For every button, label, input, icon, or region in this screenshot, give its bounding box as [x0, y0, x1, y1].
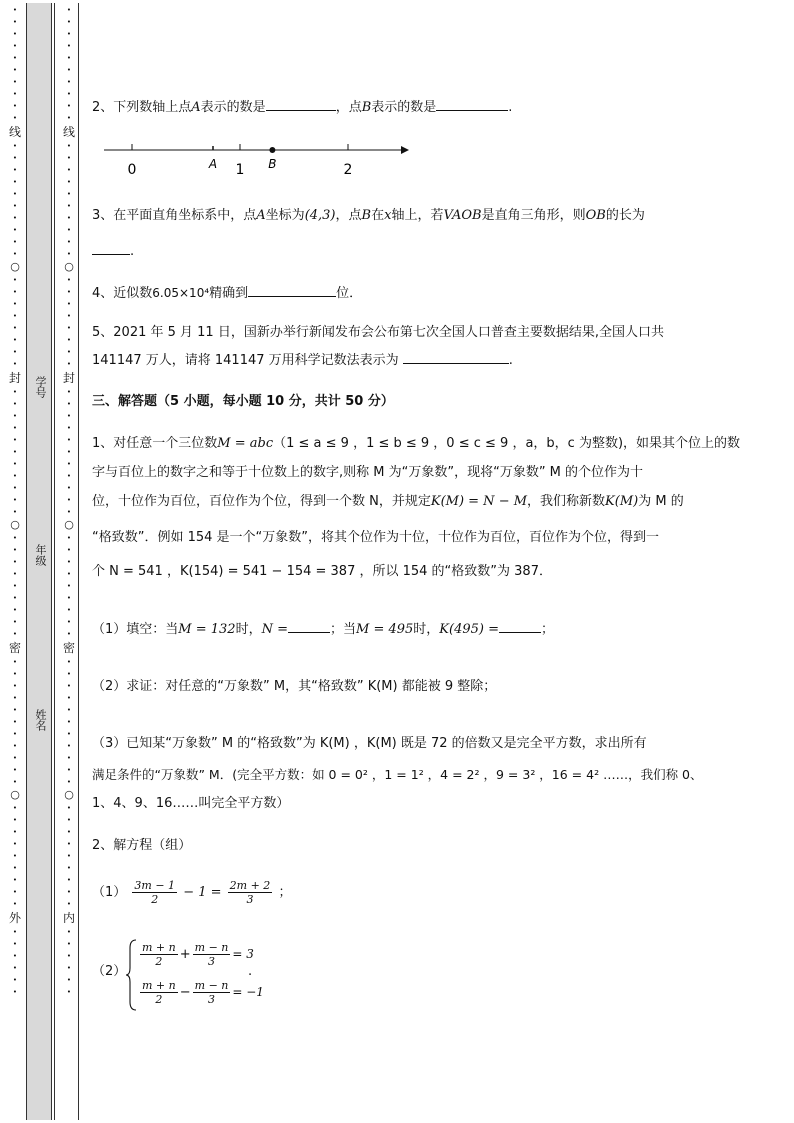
answer-blank[interactable]	[92, 242, 130, 255]
seal-dot: •	[12, 336, 18, 344]
seal-dot: •	[66, 436, 72, 444]
seal-dot: •	[66, 360, 72, 368]
seal-dot: •	[12, 816, 18, 824]
seal-dot: •	[12, 694, 18, 702]
seal-dot: •	[12, 214, 18, 222]
seal-dot: •	[12, 976, 18, 984]
seal-dot: •	[12, 18, 18, 26]
seal-dot: •	[12, 238, 18, 246]
seal-dot: •	[12, 718, 18, 726]
seal-dot: •	[12, 54, 18, 62]
seal-dot: •	[66, 900, 72, 908]
seal-dot: •	[66, 706, 72, 714]
answer-blank[interactable]	[266, 98, 336, 111]
seal-dot: •	[66, 840, 72, 848]
seal-dot: •	[12, 324, 18, 332]
seal-dot: •	[66, 288, 72, 296]
seal-dot: •	[66, 976, 72, 984]
seal-dot: •	[12, 606, 18, 614]
seal-dot: •	[12, 90, 18, 98]
seal-dot: •	[66, 730, 72, 738]
seal-dot: •	[66, 276, 72, 284]
seal-circle: ○	[10, 260, 20, 273]
seal-dot: •	[12, 928, 18, 936]
seal-dot: •	[12, 546, 18, 554]
seal-dot: •	[12, 424, 18, 432]
seal-dot: •	[12, 178, 18, 186]
seal-dot: •	[66, 988, 72, 996]
seal-dot: •	[66, 90, 72, 98]
seal-dot: •	[12, 730, 18, 738]
section-3-heading: 三、解答题（5 小题，每小题 10 分，共计 50 分）	[92, 394, 394, 409]
seal-dot: •	[12, 630, 18, 638]
seal-dot: •	[66, 682, 72, 690]
seal-dot: •	[12, 742, 18, 750]
seal-dot: •	[12, 670, 18, 678]
seal-dot: •	[12, 558, 18, 566]
seal-circle: ○	[10, 518, 20, 531]
seal-dot: •	[12, 804, 18, 812]
seal-dot: •	[66, 214, 72, 222]
seal-dot: •	[66, 142, 72, 150]
answer-blank[interactable]	[288, 620, 330, 633]
seal-dot: •	[12, 658, 18, 666]
seal-word: 封	[62, 371, 75, 385]
seal-dot: •	[12, 114, 18, 122]
fraction: $\frac{3m - 1}{2}$	[134, 879, 176, 906]
seal-dot: •	[66, 424, 72, 432]
seal-dot: •	[12, 766, 18, 774]
seal-dot: •	[12, 534, 18, 542]
seal-dot: •	[66, 178, 72, 186]
seal-dot: •	[66, 928, 72, 936]
answer-blank[interactable]	[436, 98, 508, 111]
seal-dot: •	[66, 888, 72, 896]
question-5-line2: 141147 万人，请将 141147 万用科学记数法表示为 .	[92, 353, 513, 368]
problem-1-line4: “格致数”．例如 154 是一个“万象数”，将其个位作为十位，十位作为百位，百位作为个位，得到一	[92, 530, 660, 545]
problem-1-line1: 1、对任意一个三位数M = abc（1 ≤ a ≤ 9 ，1 ≤ b ≤ 9 ，0 ≤ c ≤ 9 ，a，b，c 为整数)，如果其个位上的数	[92, 436, 741, 451]
seal-word: 外	[8, 911, 21, 925]
answer-blank[interactable]	[499, 620, 541, 633]
seal-dot: •	[66, 952, 72, 960]
seal-dot: •	[66, 852, 72, 860]
problem-1-line3: 位，十位作为百位，百位作为个位，得到一个数 N，并规定K(M) = N − M，我们称新数K(M)为 M 的	[92, 494, 684, 509]
seal-dot: •	[66, 570, 72, 578]
seal-dot: •	[12, 900, 18, 908]
problem-1-part3-line2: 满足条件的“万象数” M．(完全平方数：如 0 = 0² ，1 = 1² ，4 = 2² ，9 = 3² ，16 = 4² ……，我们称 0、	[92, 767, 703, 782]
tick-label-2: 2	[343, 162, 353, 178]
problem-2-title: 2、解方程（组）	[92, 838, 192, 853]
seal-dot: •	[12, 988, 18, 996]
seal-dot: •	[12, 78, 18, 86]
seal-dot: •	[66, 940, 72, 948]
equation-2-row1: $\frac{m + n}{2}$ + $\frac{m - n}{3}$ = 3	[142, 941, 254, 968]
seal-dot: •	[66, 18, 72, 26]
point-b-dot	[269, 147, 275, 153]
seal-dot: •	[12, 400, 18, 408]
seal-dot: •	[12, 754, 18, 762]
seal-dot: •	[66, 250, 72, 258]
fraction: $\frac{m + n}{2}$	[142, 979, 176, 1006]
seal-dot: •	[12, 682, 18, 690]
seal-dot: •	[12, 436, 18, 444]
seal-dot: •	[66, 324, 72, 332]
seal-dot: •	[66, 238, 72, 246]
seal-dot: •	[12, 202, 18, 210]
seal-dot: •	[12, 348, 18, 356]
seal-dot: •	[66, 804, 72, 812]
seal-dot: •	[66, 864, 72, 872]
seal-dot: •	[66, 54, 72, 62]
seal-dot: •	[12, 412, 18, 420]
seal-dot: •	[66, 630, 72, 638]
seal-dot: •	[66, 6, 72, 14]
seal-word: 线	[62, 125, 75, 139]
seal-dot: •	[66, 348, 72, 356]
seal-dot: •	[12, 166, 18, 174]
seal-dot: •	[12, 952, 18, 960]
seal-dot: •	[12, 300, 18, 308]
system-brace	[126, 938, 138, 1012]
seal-dot: •	[12, 828, 18, 836]
seal-dot: •	[66, 336, 72, 344]
seal-dot: •	[66, 876, 72, 884]
seal-dot: •	[66, 658, 72, 666]
field-label-grade: 年级	[34, 544, 47, 566]
question-5-line1: 5、2021 年 5 月 11 日，国新办举行新闻发布会公布第七次全国人口普查主要数据结果,全国人口共	[92, 325, 664, 340]
equation-2-label: （2）	[92, 964, 127, 979]
seal-dot: •	[12, 102, 18, 110]
seal-dot: •	[66, 816, 72, 824]
problem-1-line2: 字与百位上的数字之和等于十位数上的数字,则称 M 为“万象数”，现将“万象数” M 的个位作为十	[92, 465, 644, 480]
problem-1-part3-line1: （3）已知某“万象数” M 的“格致数”为 K(M) ，K(M) 既是 72 的倍数又是完全平方数，求出所有	[92, 736, 647, 751]
seal-dot: •	[12, 154, 18, 162]
seal-dot: •	[12, 448, 18, 456]
seal-word: 封	[8, 371, 21, 385]
problem-1-line5: 个 N = 541 ，K(154) = 541 − 154 = 387 ，所以 154 的“格致数”为 387．	[92, 564, 552, 579]
seal-dot: •	[66, 400, 72, 408]
seal-dot: •	[66, 78, 72, 86]
seal-circle: ○	[10, 788, 20, 801]
field-label-student-id: 学号	[34, 376, 47, 398]
equation-1: （1） $\frac{3m - 1}{2}$ − 1 = $\frac{2m + 2}{3}$ ；	[92, 879, 292, 906]
seal-dot: •	[66, 694, 72, 702]
seal-dot: •	[12, 142, 18, 150]
seal-dot: •	[12, 360, 18, 368]
tick-label-1: 1	[235, 162, 245, 178]
point-a-label: A	[208, 157, 218, 171]
seal-dot: •	[66, 300, 72, 308]
equation-2-row2: $\frac{m + n}{2}$ − $\frac{m - n}{3}$ = −1	[142, 979, 264, 1006]
seal-dot: •	[12, 852, 18, 860]
seal-dot: •	[66, 582, 72, 590]
answer-blank[interactable]	[248, 284, 336, 297]
problem-1-part3-line3: 1、4、9、16……叫完全平方数）	[92, 796, 290, 811]
seal-dot: •	[66, 828, 72, 836]
seal-dot: •	[12, 276, 18, 284]
seal-dot: •	[12, 618, 18, 626]
seal-dot: •	[66, 30, 72, 38]
seal-dot: •	[66, 460, 72, 468]
problem-1-part1: （1）填空：当M = 132时，N = ；当M = 495时，K(495) = ；	[92, 622, 555, 637]
seal-dot: •	[66, 102, 72, 110]
seal-dot: •	[12, 778, 18, 786]
seal-dot: •	[66, 670, 72, 678]
seal-dot: •	[66, 754, 72, 762]
seal-dot: •	[12, 840, 18, 848]
seal-dot: •	[66, 114, 72, 122]
seal-dot: •	[12, 312, 18, 320]
seal-dot: •	[12, 864, 18, 872]
fraction: $\frac{2m + 2}{3}$	[229, 879, 271, 906]
seal-line-outer	[8, 4, 22, 998]
fraction: $\frac{m - n}{3}$	[194, 979, 229, 1006]
seal-dot: •	[66, 534, 72, 542]
seal-dot: •	[66, 190, 72, 198]
seal-dot: •	[12, 570, 18, 578]
seal-dot: •	[66, 558, 72, 566]
seal-dot: •	[12, 876, 18, 884]
problem-1-part2: （2）求证：对任意的“万象数” M，其“格致数” K(M) 都能被 9 整除；	[92, 679, 497, 694]
tick-label-0: 0	[127, 162, 137, 178]
seal-circle: ○	[64, 788, 74, 801]
seal-dot: •	[12, 250, 18, 258]
seal-dot: •	[66, 412, 72, 420]
seal-dot: •	[12, 594, 18, 602]
seal-dot: •	[12, 472, 18, 480]
seal-dot: •	[12, 6, 18, 14]
seal-word: 内	[62, 911, 75, 925]
question-4: 4、近似数6.05×10⁴精确到 位．	[92, 286, 363, 301]
seal-line-inner	[62, 4, 76, 998]
seal-dot: •	[12, 66, 18, 74]
question-3-blank: .	[92, 242, 134, 262]
seal-dot: •	[12, 460, 18, 468]
equation-2-end: .	[248, 964, 253, 979]
seal-dot: •	[66, 964, 72, 972]
seal-dot: •	[12, 484, 18, 492]
seal-word: 密	[8, 641, 21, 655]
seal-dot: •	[66, 484, 72, 492]
seal-word: 线	[8, 125, 21, 139]
seal-dot: •	[66, 166, 72, 174]
question-3: 3、在平面直角坐标系中，点A坐标为(4,3)，点B在x轴上，若VAOB是直角三角形，则OB的长为	[92, 208, 645, 223]
seal-dot: •	[66, 42, 72, 50]
seal-circle: ○	[64, 518, 74, 531]
seal-dot: •	[12, 582, 18, 590]
seal-dot: •	[12, 888, 18, 896]
seal-dot: •	[66, 594, 72, 602]
answer-blank[interactable]	[403, 351, 509, 364]
seal-dot: •	[12, 964, 18, 972]
seal-dot: •	[66, 202, 72, 210]
point-b-label: B	[268, 157, 277, 171]
seal-circle: ○	[64, 260, 74, 273]
seal-dot: •	[66, 742, 72, 750]
seal-dot: •	[66, 388, 72, 396]
seal-dot: •	[12, 226, 18, 234]
seal-dot: •	[66, 448, 72, 456]
question-2: 2、下列数轴上点A表示的数是 ，点B表示的数是 .	[92, 100, 513, 115]
seal-dot: •	[12, 706, 18, 714]
number-line	[104, 136, 414, 180]
seal-dot: •	[12, 508, 18, 516]
seal-dot: •	[66, 66, 72, 74]
seal-dot: •	[12, 940, 18, 948]
seal-dot: •	[66, 312, 72, 320]
seal-dot: •	[12, 30, 18, 38]
seal-dot: •	[12, 388, 18, 396]
fraction: $\frac{m - n}{3}$	[194, 941, 229, 968]
seal-word: 密	[62, 641, 75, 655]
seal-dot: •	[66, 472, 72, 480]
fraction: $\frac{m + n}{2}$	[142, 941, 176, 968]
seal-dot: •	[66, 154, 72, 162]
seal-dot: •	[66, 546, 72, 554]
seal-dot: •	[66, 766, 72, 774]
seal-dot: •	[12, 42, 18, 50]
seal-dot: •	[66, 508, 72, 516]
seal-dot: •	[66, 606, 72, 614]
seal-dot: •	[12, 190, 18, 198]
seal-dot: •	[66, 778, 72, 786]
seal-dot: •	[66, 226, 72, 234]
seal-dot: •	[66, 496, 72, 504]
field-label-name: 姓名	[34, 709, 47, 731]
seal-dot: •	[66, 618, 72, 626]
seal-dot: •	[12, 496, 18, 504]
seal-dot: •	[66, 718, 72, 726]
seal-dot: •	[12, 288, 18, 296]
